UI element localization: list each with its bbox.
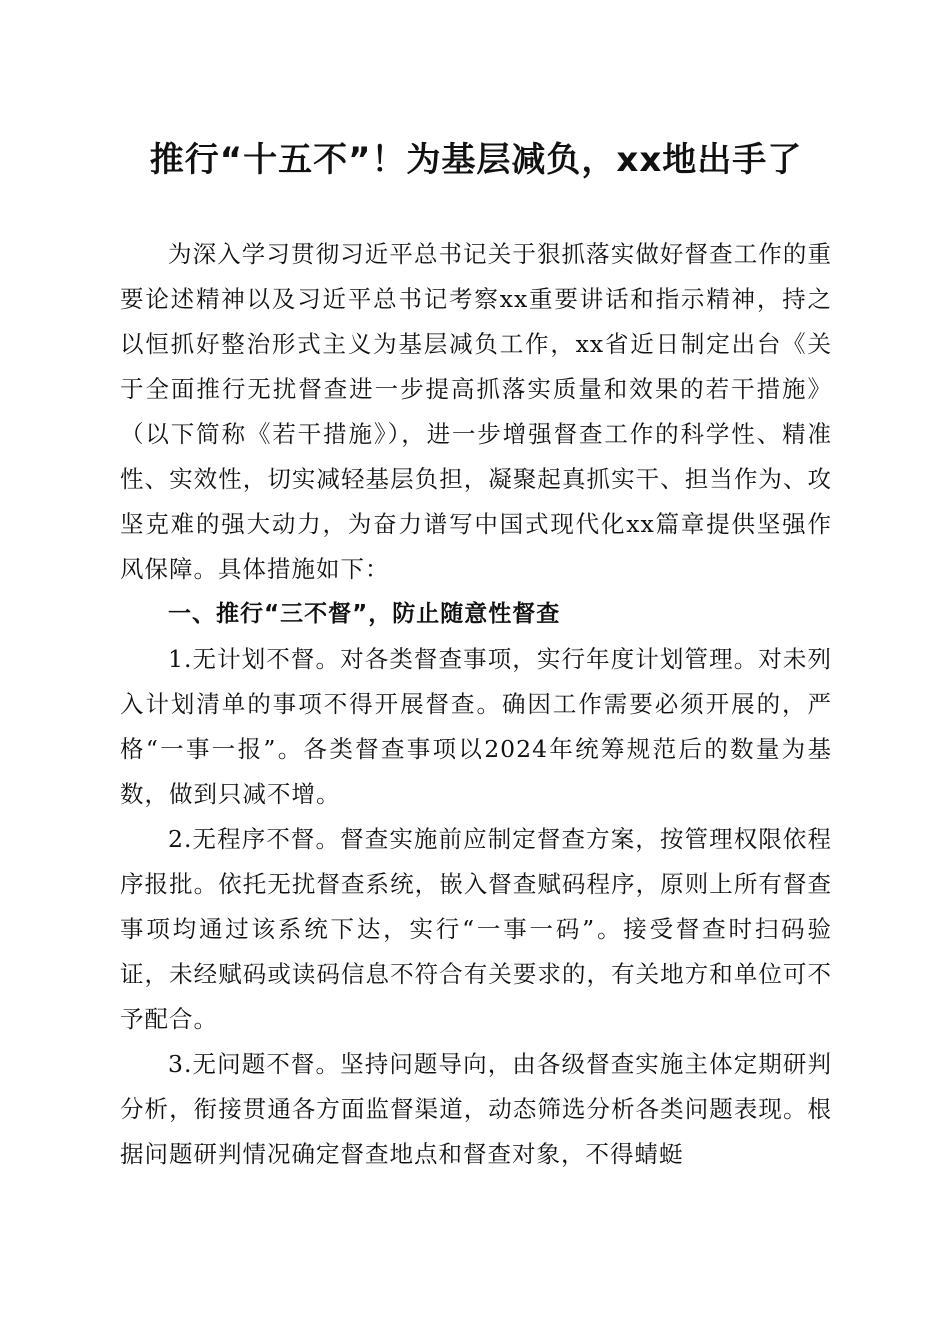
item-paragraph-2: 2.无程序不督。督查实施前应制定督查方案，按管理权限依程序报批。依托无扰督查系统，嵌入督查赋码程序，原则上所有督查事项均通过该系统下达，实行“一事一码”。接受督查时扫码验证，未经赋码或读码信息不符合有关要求的，有关地方和单位可不予配合。 <box>120 825 832 1033</box>
item-paragraph-3: 3.无问题不督。坚持问题导向，由各级督查实施主体定期研判分析，衔接贯通各方面监督渠道，动态筛选分析各类问题表现。根据问题研判情况确定督查地点和督查对象，不得蜻蜓 <box>120 1050 832 1168</box>
intro-paragraph: 为深入学习贯彻习近平总书记关于狠抓落实做好督查工作的重要论述精神以及习近平总书记考察xx重要讲话和指示精神，持之以恒抓好整治形式主义为基层减负工作，xx省近日制定出台《关于全面推行无扰督查进一步提高抓落实质量和效果的若干措施》（以下简称《若干措施》），进一步增强督查工作的科学性、精准性、实效性，切实减轻基层负担，凝聚起真抓实干、担当作为、攻坚克难的强大动力，为奋力谱写中国式现代化xx篇章提供坚强作风保障。具体措施如下： <box>120 240 832 583</box>
item-paragraph-1: 1.无计划不督。对各类督查事项，实行年度计划管理。对未列入计划清单的事项不得开展督查。确因工作需要必须开展的，严格“一事一报”。各类督查事项以2024年统筹规范后的数量为基数，做到只减不增。 <box>120 645 832 808</box>
section-heading-1: 一、推行“三不督”，防止随意性督查 <box>168 601 561 627</box>
document-body <box>120 232 832 1177</box>
document-page <box>120 0 832 1344</box>
document-title: 推行“十五不”！为基层减负，xx地出手了 <box>149 140 803 180</box>
